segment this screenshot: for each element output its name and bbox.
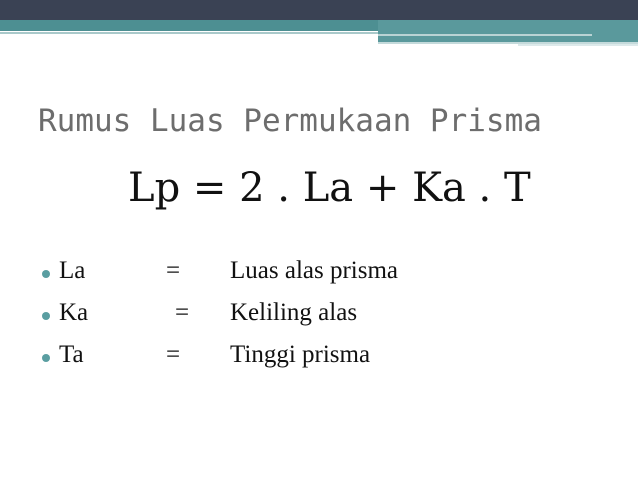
term: Ta [59,341,84,368]
equals-sign: = [175,299,190,326]
formula: Lp = 2 . La + Ka . T [128,165,531,211]
bullet-icon [42,354,50,362]
description: Luas alas prisma [230,257,399,284]
equals-sign: = [166,341,181,368]
bullet-icon [42,312,50,320]
slide-title: Rumus Luas Permukaan Prisma [38,103,542,139]
term: La [59,257,86,284]
term: Ka [59,299,89,326]
description: Keliling alas [230,299,358,326]
list-item [0,341,638,371]
list-item [0,299,638,329]
bullet-icon [42,270,50,278]
list-item [0,257,638,287]
description: Tinggi prisma [230,341,371,368]
equals-sign: = [166,257,181,284]
